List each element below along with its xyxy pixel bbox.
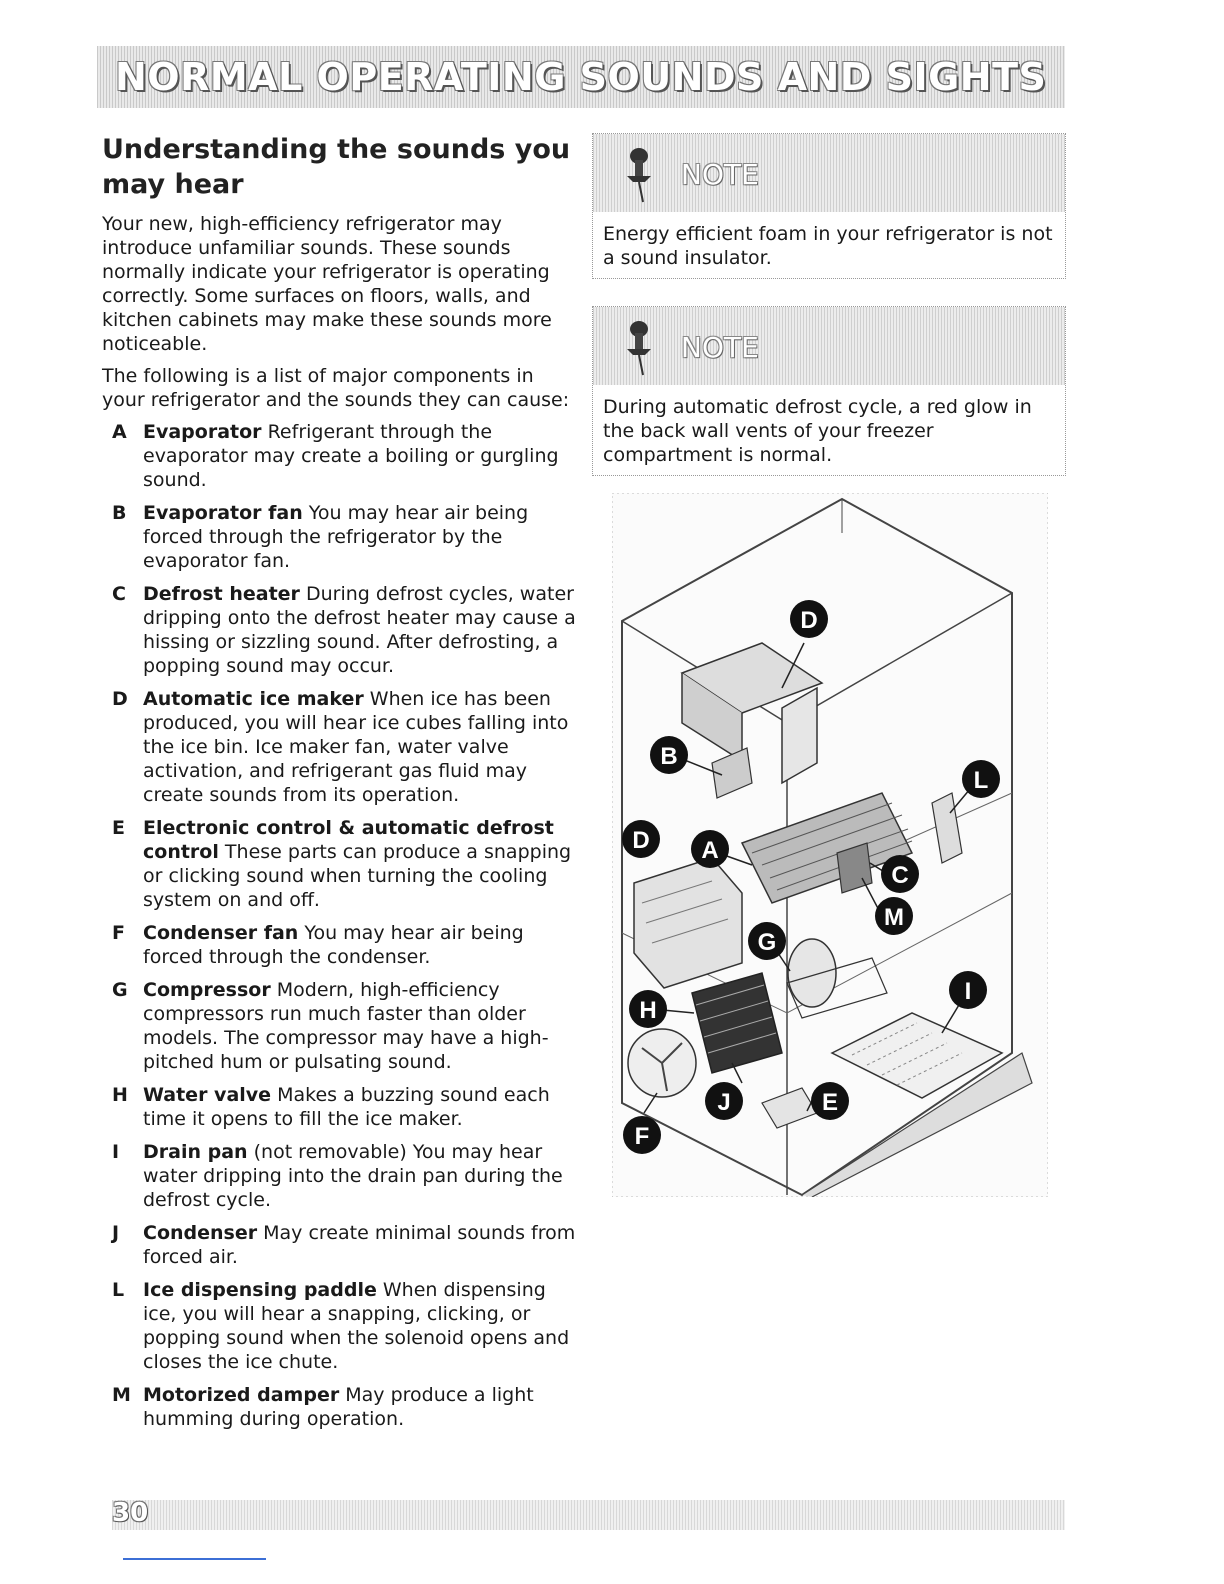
list-item — [102, 501, 580, 573]
item-term: Automatic ice maker — [143, 688, 364, 710]
svg-text:M: M — [884, 904, 904, 931]
component-list — [102, 420, 580, 1431]
callout-j — [705, 1082, 743, 1120]
item-text: (not removable) You may hear water dripping into the drain pan during the defrost cycle. — [143, 1141, 563, 1211]
item-text: When ice has been produced, you will hear ice cubes falling into the ice bin. Ice maker fan, water valve activation, and refrigerant gas fluid may create sounds from its operation. — [143, 688, 569, 806]
svg-text:G: G — [757, 929, 777, 956]
item-text: You may hear air being forced through the refrigerator by the evaporator fan. — [143, 502, 529, 572]
svg-text:D: D — [800, 607, 818, 634]
title-banner — [97, 46, 1065, 108]
refrigerator-diagram — [612, 493, 1048, 1197]
item-text: Makes a buzzing sound each time it opens to fill the ice maker. — [143, 1084, 550, 1130]
note-label: NOTE — [681, 158, 759, 191]
list-item — [102, 582, 580, 678]
callout-b — [650, 736, 688, 774]
item-term: Ice dispensing paddle — [143, 1279, 377, 1301]
callout-f — [623, 1116, 661, 1154]
item-text: These parts can produce a snapping or clicking sound when turning the cooling system on and off. — [143, 841, 572, 911]
svg-text:B: B — [660, 743, 678, 770]
list-item — [102, 420, 580, 492]
note-box-defrost — [592, 306, 1066, 476]
list-item — [102, 687, 580, 807]
callout-i — [949, 971, 987, 1009]
item-letter: C — [112, 583, 126, 605]
pushpin-icon — [615, 317, 665, 377]
list-item — [102, 1083, 580, 1131]
list-item — [102, 1278, 580, 1374]
list-item — [102, 816, 580, 912]
item-term: Drain pan — [143, 1141, 248, 1163]
section-heading: Understanding the sounds you may hear — [102, 134, 571, 200]
item-letter: I — [112, 1141, 120, 1163]
item-term: Evaporator — [143, 421, 262, 443]
note-header — [593, 307, 1065, 385]
pushpin-icon — [615, 144, 665, 204]
item-text: May create minimal sounds from forced air. — [143, 1222, 576, 1268]
intro-paragraph: Your new, high-efficiency refrigerator may introduce unfamiliar sounds. These sounds normally indicate your refrigerator is operating correctly. Some surfaces on floors, walls, and kitchen cabinets may make these sounds more noticeable. — [102, 213, 552, 355]
list-item — [102, 1383, 580, 1431]
item-term: Condenser — [143, 1222, 258, 1244]
item-letter: D — [112, 688, 128, 710]
note-label: NOTE — [681, 331, 759, 364]
svg-text:H: H — [639, 997, 657, 1024]
svg-text:L: L — [973, 767, 989, 794]
svg-text:C: C — [891, 862, 909, 889]
item-letter: M — [112, 1384, 131, 1406]
svg-text:F: F — [634, 1123, 650, 1150]
item-term: Electronic control & automatic defrost control — [143, 817, 554, 863]
svg-text:I: I — [964, 978, 972, 1005]
item-letter: E — [112, 817, 125, 839]
note-header — [593, 134, 1065, 212]
item-text: When dispensing ice, you will hear a snapping, clicking, or popping sound when the solenoid opens and closes the ice chute. — [143, 1279, 570, 1373]
sounds-section — [102, 132, 580, 1440]
item-term: Motorized damper — [143, 1384, 340, 1406]
item-term: Compressor — [143, 979, 271, 1001]
callout-d-top — [790, 600, 828, 638]
page-footer — [112, 1500, 1065, 1530]
svg-text:J: J — [717, 1089, 731, 1116]
page-number: 30 — [112, 1498, 149, 1528]
callout-e — [811, 1082, 849, 1120]
item-text: You may hear air being forced through the condenser. — [143, 922, 524, 968]
item-letter: G — [112, 979, 128, 1001]
callout-l — [962, 760, 1000, 798]
item-term: Evaporator fan — [143, 502, 303, 524]
note-text: Energy efficient foam in your refrigerator is not a sound insulator. — [603, 223, 1053, 269]
list-item — [102, 1221, 580, 1269]
item-term: Condenser fan — [143, 922, 299, 944]
list-intro-paragraph: The following is a list of major components in your refrigerator and the sounds they can cause: — [102, 365, 570, 411]
note-box-foam — [592, 133, 1066, 279]
list-item — [102, 1140, 580, 1212]
svg-text:E: E — [821, 1089, 839, 1116]
note-text: During automatic defrost cycle, a red glow in the back wall vents of your freezer compartment is normal. — [603, 396, 1032, 466]
item-letter: A — [112, 421, 127, 443]
item-letter: B — [112, 502, 127, 524]
svg-text:D: D — [632, 827, 650, 854]
callout-g — [748, 922, 786, 960]
callout-h — [629, 990, 667, 1028]
svg-text:A: A — [701, 837, 719, 864]
item-text: Modern, high-efficiency compressors run much faster than older models. The compressor may have a high-pitched hum or pulsating sound. — [143, 979, 549, 1073]
item-letter: J — [112, 1222, 120, 1244]
item-text: May produce a light humming during operation. — [143, 1384, 534, 1430]
list-item — [102, 921, 580, 969]
item-term: Water valve — [143, 1084, 272, 1106]
item-text: Refrigerant through the evaporator may create a boiling or gurgling sound. — [143, 421, 559, 491]
page-title: NORMAL OPERATING SOUNDS AND SIGHTS — [115, 55, 1047, 99]
item-letter: L — [112, 1279, 125, 1301]
item-letter: F — [112, 922, 125, 944]
callout-m — [875, 897, 913, 935]
callout-c — [881, 855, 919, 893]
item-letter: H — [112, 1084, 128, 1106]
footer-rule — [123, 1558, 266, 1560]
callout-a — [691, 830, 729, 868]
item-term: Defrost heater — [143, 583, 300, 605]
list-item — [102, 978, 580, 1074]
item-text: During defrost cycles, water dripping onto the defrost heater may cause a hissing or sizzling sound. After defrosting, a popping sound may occur. — [143, 583, 576, 677]
callout-d-left — [622, 820, 660, 858]
